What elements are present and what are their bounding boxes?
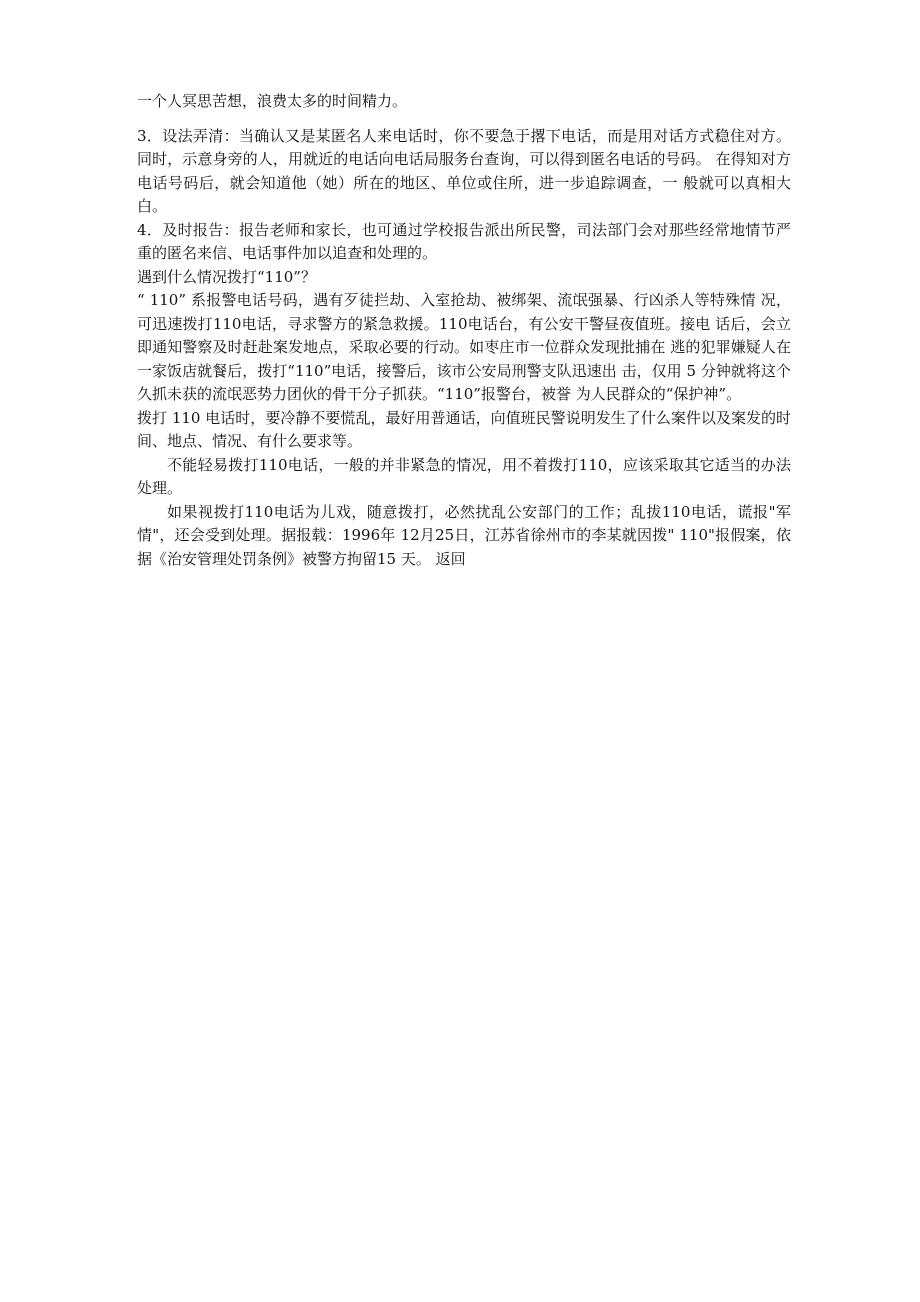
- paragraph-do-not-call-lightly: 不能轻易拨打110电话，一般的并非紧急的情况，用不着拨打110，应该采取其它适当的办法处理。: [137, 455, 791, 497]
- section-heading-when-to-call-110: 遇到什么情况拨打“110”？: [137, 267, 316, 286]
- document-body: [137, 90, 791, 571]
- paragraph-item-3-find-out: 3．设法弄清：当确认又是某匿名人来电话时，你不要急于撂下电话，而是用对话方式稳住对方。同时，示意身旁的人，用就近的电话向电话局服务台查询，可以得到匿名电话的号码。 在得知对方电话号码后，就会知道他（她）所在的地区、单位或住所，进一步追踪调查，一 般就可以真相大白。: [137, 126, 791, 215]
- paragraph-intro-fragment: 一个人冥思苦想，浪费太多的时间精力。: [137, 92, 408, 110]
- paragraph-how-to-call: 拨打 110 电话时，要冷静不要慌乱，最好用普通话，向值班民警说明发生了什么案件以及案发的时间、地点、情况、有什么要求等。: [137, 408, 791, 450]
- paragraph-false-report-penalty: 如果视拨打110电话为儿戏，随意拨打，必然扰乱公安部门的工作；乱拔110电话，谎报"军情"，还会受到处理。据报载：1996年 12月25日，江苏省徐州市的李某就因拨" 110"报假案，依据《治安管理处罚条例》被警方拘留15 天。 返回: [137, 502, 791, 568]
- paragraph-item-4-report: 4．及时报告：报告老师和家长，也可通过学校报告派出所民警，司法部门会对那些经常地情节严重的匿名来信、电话事件加以追查和处理的。: [137, 220, 791, 262]
- paragraph-110-description: “ 110” 系报警电话号码，遇有歹徒拦劫、入室抢劫、被绑架、流氓强暴、行凶杀人等特殊情 况，可迅速拨打110电话，寻求警方的紧急救援。110电话台，有公安干警昼夜值班。接电 话后，会立即通知警察及时赶赴案发地点，采取必要的行动。如枣庄市一位群众发现批捕在 逃的犯罪嫌疑人在一家饭店就餐后，拨打“110”电话，接警后，该市公安局刑警支队迅速出 击，仅用 5 分钟就将这个久抓未获的流氓恶势力团伙的骨干分子抓获。“110”报警台，被誉 为人民群众的“保护神”。: [137, 291, 791, 403]
